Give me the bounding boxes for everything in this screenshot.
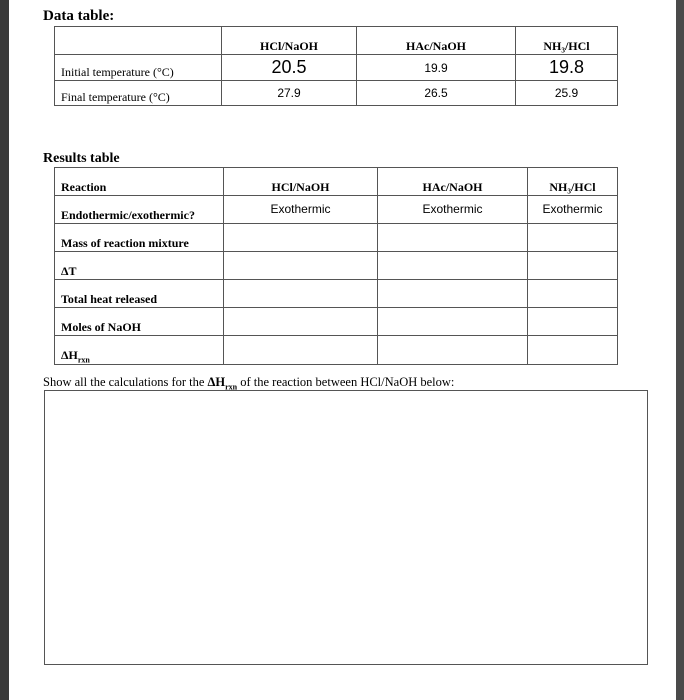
data-table-title: Data table: (43, 8, 115, 24)
instruction-subscript: rxn (225, 382, 238, 392)
endo-exo-hac-naoh: Exothermic (378, 196, 528, 224)
endo-exo-nh3-hcl: Exothermic (528, 196, 618, 224)
total-heat-hcl-naoh (224, 280, 378, 308)
data-col-header: NH₃/HCl (516, 27, 618, 55)
data-col-header: HAc/NaOH (357, 27, 516, 55)
moles-hcl-naoh (224, 308, 378, 336)
moles-hac-naoh (378, 308, 528, 336)
total-heat-hac-naoh (378, 280, 528, 308)
delta-t-hcl-naoh (224, 252, 378, 280)
row-label-endo-exo: Endothermic/exothermic? (55, 196, 224, 224)
page-edge-left (0, 0, 9, 700)
delta-h-hac-naoh (378, 336, 528, 365)
instruction-pre: Show all the calculations for the (43, 375, 208, 389)
data-col-header: HCl/NaOH (222, 27, 357, 55)
instruction-post: of the reaction between HCl/NaOH below: (237, 375, 455, 389)
moles-nh3-hcl (528, 308, 618, 336)
endo-exo-hcl-naoh: Exothermic (224, 196, 378, 224)
delta-h-label: ΔH (61, 348, 78, 362)
calculation-box[interactable] (44, 390, 648, 665)
results-col-header: NH₃/HCl (528, 168, 618, 196)
row-label-delta-t: ΔT (55, 252, 224, 280)
row-label-initial-temp: Initial temperature (°C) (55, 55, 222, 81)
results-table (54, 167, 618, 365)
results-col-header: HAc/NaOH (378, 168, 528, 196)
delta-h-subscript: rxn (77, 355, 90, 365)
reaction-label: Reaction (55, 168, 224, 196)
delta-h-hcl-naoh (224, 336, 378, 365)
initial-temp-hac-naoh: 19.9 (357, 55, 516, 81)
instruction-delta-h: ΔH (207, 375, 226, 389)
data-table-corner (55, 27, 222, 55)
final-temp-hcl-naoh: 27.9 (222, 81, 357, 106)
total-heat-nh3-hcl (528, 280, 618, 308)
row-label-final-temp: Final temperature (°C) (55, 81, 222, 106)
row-label-total-heat: Total heat released (55, 280, 224, 308)
results-table-title: Results table (43, 151, 120, 166)
row-label-mass: Mass of reaction mixture (55, 224, 224, 252)
delta-h-nh3-hcl (528, 336, 618, 365)
row-label-moles-naoh: Moles of NaOH (55, 308, 224, 336)
initial-temp-nh3-hcl: 19.8 (516, 55, 618, 81)
row-label-delta-h-rxn (55, 336, 224, 365)
delta-t-nh3-hcl (528, 252, 618, 280)
final-temp-nh3-hcl: 25.9 (516, 81, 618, 106)
page-edge-right (676, 0, 684, 700)
delta-t-hac-naoh (378, 252, 528, 280)
final-temp-hac-naoh: 26.5 (357, 81, 516, 106)
initial-temp-hcl-naoh: 20.5 (222, 55, 357, 81)
mass-hac-naoh (378, 224, 528, 252)
mass-nh3-hcl (528, 224, 618, 252)
data-table (54, 26, 618, 106)
results-col-header: HCl/NaOH (224, 168, 378, 196)
mass-hcl-naoh (224, 224, 378, 252)
